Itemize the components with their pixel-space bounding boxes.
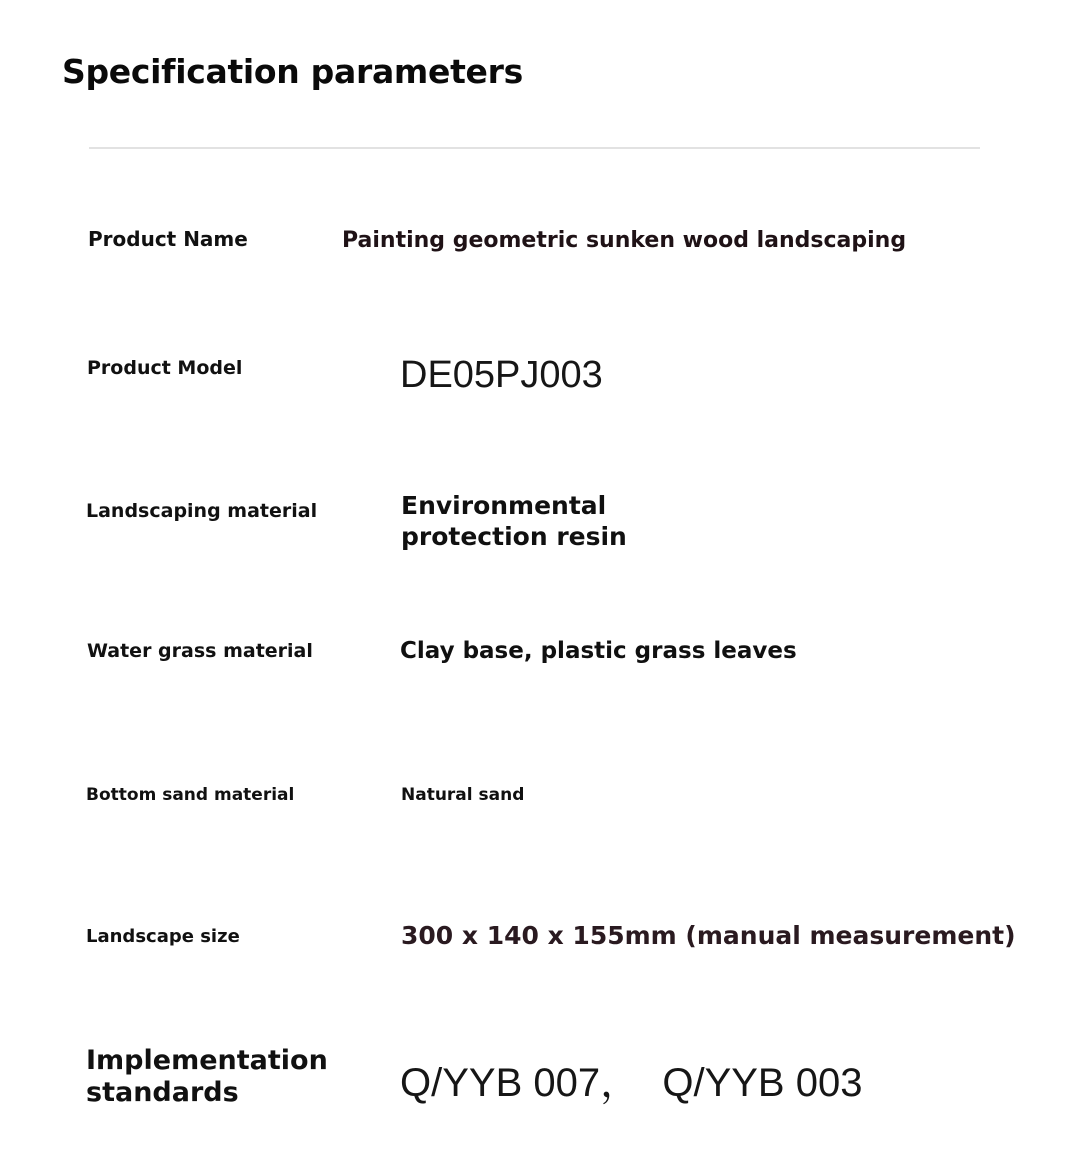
spec-value-landscape-size: 300 x 140 x 155mm (manual measurement) bbox=[401, 921, 1016, 950]
spec-label-implementation-standards bbox=[86, 1045, 328, 1109]
spec-value-implementation-standards: Q/YYB 007， Q/YYB 003 bbox=[400, 1061, 863, 1105]
spec-label-landscape-size: Landscape size bbox=[86, 926, 240, 947]
spec-label-landscaping-material: Landscaping material bbox=[86, 500, 318, 522]
title-divider bbox=[89, 147, 980, 149]
spec-value-line: Environmental bbox=[401, 491, 607, 520]
spec-value-bottom-sand-material: Natural sand bbox=[401, 785, 525, 805]
spec-label-line: standards bbox=[86, 1077, 239, 1108]
spec-value-line: protection resin bbox=[401, 522, 627, 551]
spec-value-landscaping-material bbox=[401, 490, 627, 552]
spec-value-product-model: DE05PJ003 bbox=[400, 354, 603, 396]
spec-label-product-model: Product Model bbox=[87, 357, 243, 379]
spec-label-bottom-sand-material: Bottom sand material bbox=[86, 785, 295, 805]
spec-value-water-grass-material: Clay base, plastic grass leaves bbox=[400, 638, 797, 664]
spec-value-product-name: Painting geometric sunken wood landscaping bbox=[342, 228, 907, 253]
spec-label-water-grass-material: Water grass material bbox=[87, 640, 313, 662]
spec-label-line: Implementation bbox=[86, 1045, 328, 1076]
page-title: Specification parameters bbox=[62, 52, 523, 91]
spec-label-product-name: Product Name bbox=[88, 227, 248, 251]
